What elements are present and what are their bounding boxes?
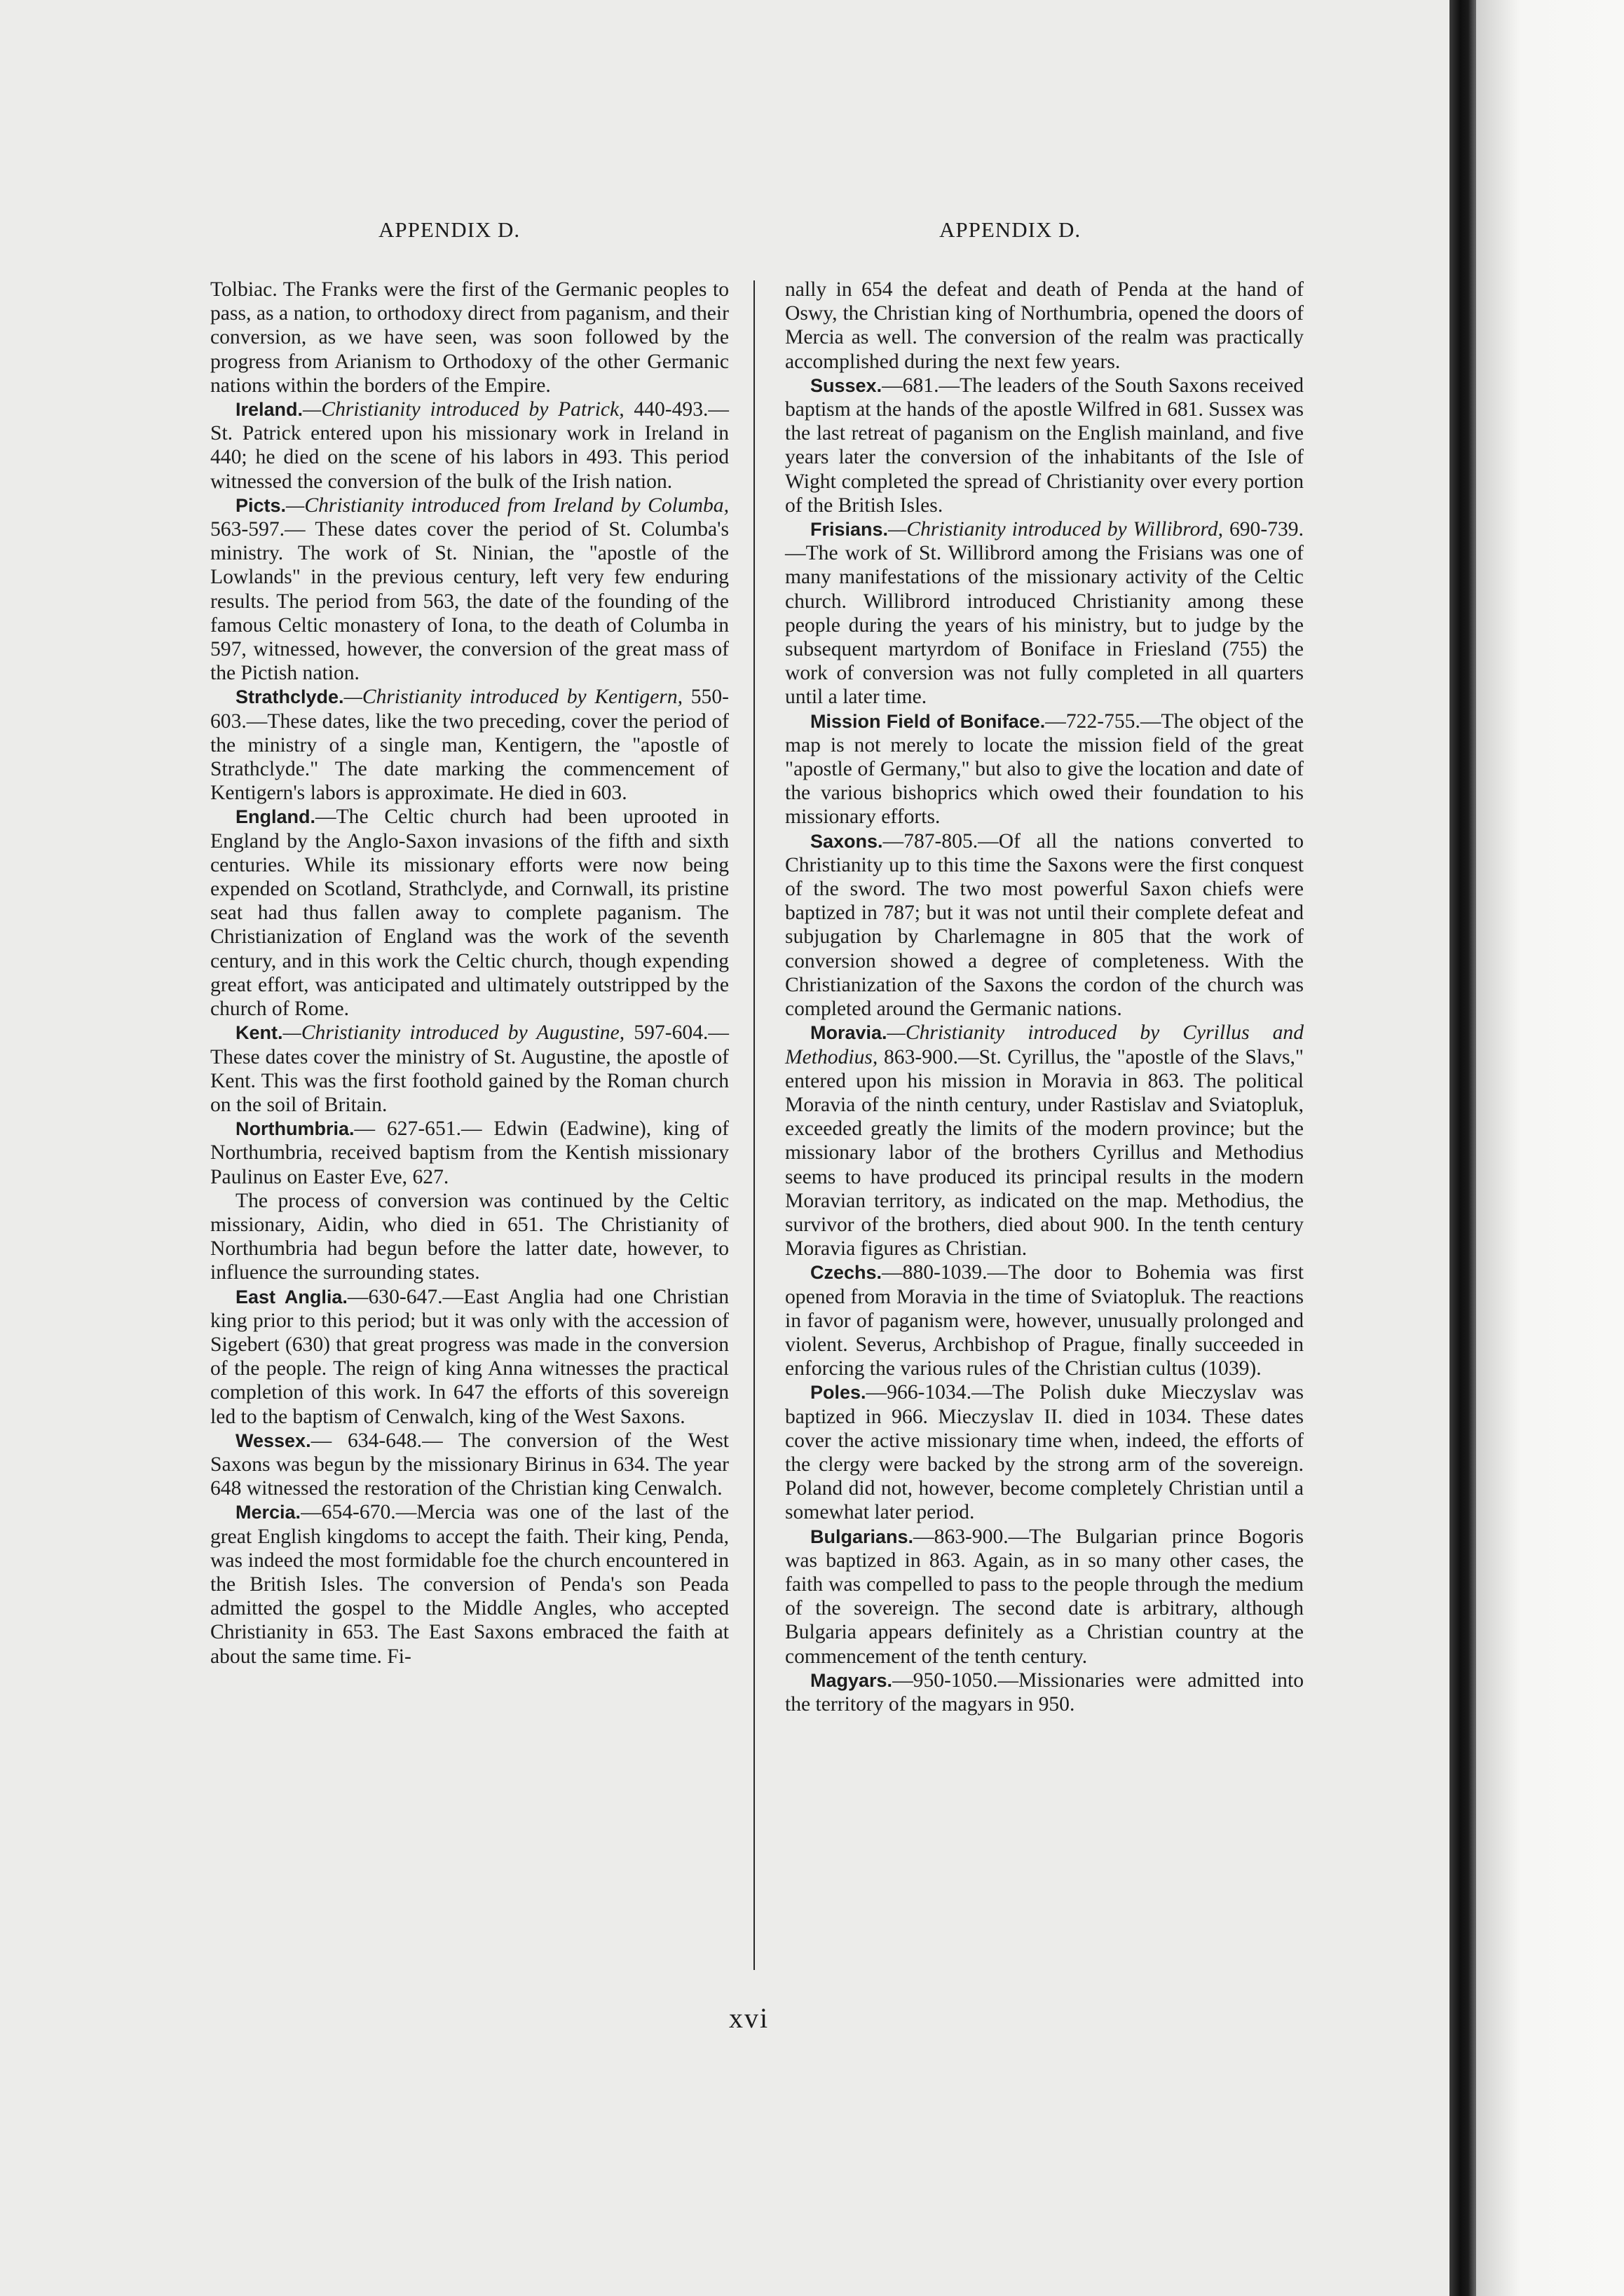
entry-paragraph: nally in 654 the defeat and death of Penda at the hand of Oswy, the Christian king of Northumbria, opened the doors of Mercia as well. The conversion of the realm was practically accomplished during the next few years. xyxy=(785,278,1304,373)
entry-title: Strathclyde. xyxy=(236,686,344,708)
entry-england: England.—The Celtic church had been uprooted in England by the Anglo-Saxon invasions of the fifth and sixth centuries. While its missionary efforts were now being expended on Scotland, Strathclyde, and Cornwall, its pristine seat had thus fallen away to complete paganism. The Christianization of England was the work of the seventh century, and in this work the Celtic church, though expending great effort, was anticipated and ultimately outstripped by the church of Rome. xyxy=(210,806,729,1021)
entry-magyars: Magyars.—950-1050.—Missionaries were admitted into the territory of the magyars in 950. xyxy=(785,1669,1304,1716)
entry-paragraph: The process of conversion was continued by the Celtic missionary, Aidin, who died in 651. The Christianity of Northumbria had begun before the latter date, however, to influence the surrounding states. xyxy=(210,1189,729,1284)
entry-title: East Anglia. xyxy=(236,1286,348,1307)
entry-title: Sussex. xyxy=(810,374,882,396)
entry-northumbria: Northumbria.— 627-651.— Edwin (Eadwine), king of Northumbria, received baptism from the Kentish missionary Paulinus on Easter Eve, 627. xyxy=(210,1118,729,1188)
entry-mission-field-of-boniface: Mission Field of Boniface.—722-755.—The object of the map is not merely to locate the mission field of the great "apostle of Germany," but also to give the location and date of the various bishoprics which owed their foundation to his missionary efforts. xyxy=(785,709,1304,829)
entry-title: Magyars. xyxy=(810,1669,893,1691)
entry-strathclyde: Strathclyde.—Christianity introduced by Kentigern, 550-603.—These dates, like the two preceding, cover the period of the ministry of a single man, Kentigern, the "apostle of Strathclyde." The date marking the commencement of Kentigern's labors is approximate. He died in 603. xyxy=(210,686,729,805)
entry-title: Moravia. xyxy=(810,1022,887,1044)
page-number: xvi xyxy=(729,2002,770,2034)
column-divider xyxy=(753,280,755,1970)
entry-title: Czechs. xyxy=(810,1262,882,1284)
entry-ireland: Ireland.—Christianity introduced by Patrick, 440-493.—St. Patrick entered upon his missionary work in Ireland in 440; he died on the scene of his labors in 493. This period witnessed the conversion of the bulk of the Irish nation. xyxy=(210,398,729,493)
entry-title: Mercia. xyxy=(236,1502,301,1523)
entry-bulgarians: Bulgarians.—863-900.—The Bulgarian prince Bogoris was baptized in 863. Again, as in so many other cases, the faith was compelled to pass to the people through the medium of the sovereign. The second date is arbitrary, although Bulgaria appears definitely as a Christian country at the commencement of the tenth century. xyxy=(785,1525,1304,1668)
entry-sussex: Sussex.—681.—The leaders of the South Saxons received baptism at the hands of the apostle Wilfred in 681. Sussex was the last retreat of paganism on the English mainland, and five years later the conversion of the inhabitants of the Isle of Wight completed the spread of Christianity over every portion of the British Isles. xyxy=(785,374,1304,517)
left-column xyxy=(210,278,729,1669)
running-header-right: APPENDIX D. xyxy=(939,217,1081,242)
page-edge xyxy=(1476,0,1624,2296)
entry-title: Frisians. xyxy=(810,519,889,541)
entry-frisians: Frisians.—Christianity introduced by Willibrord, 690-739.—The work of St. Willibrord among the Frisians was one of many manifestations of the missionary activity of the Celtic church. Willibrord introduced Christianity among these people during the years of his ministry, but to judge by the subsequent martyrdom of Boniface in Friesland (755) the work of conversion was not fully completed in all quarters until a later time. xyxy=(785,518,1304,709)
entry-title: Northumbria. xyxy=(236,1118,355,1140)
entry-czechs: Czechs.—880-1039.—The door to Bohemia was first opened from Moravia in the time of Sviatopluk. The reactions in favor of paganism were, however, unusually prolonged and violent. Severus, Archbishop of Prague, finally succeeded in enforcing the various rules of the Christian cultus (1039). xyxy=(785,1261,1304,1380)
entry-title: Wessex. xyxy=(236,1429,311,1451)
entry-poles: Poles.—966-1034.—The Polish duke Mieczyslav was baptized in 966. Mieczyslav II. died in 1034. These dates cover the active missionary time when, indeed, the efforts of the clergy were backed by the strong arm of the sovereign. Poland did not, however, become completely Christian until a somewhat later period. xyxy=(785,1381,1304,1524)
entry-title: Ireland. xyxy=(236,399,303,421)
right-column xyxy=(785,278,1304,1716)
entry-picts: Picts.—Christianity introduced from Ireland by Columba, 563-597.— These dates cover the period of St. Columba's ministry. The work of St. Ninian, the "apostle of the Lowlands" in the previous century, left very few enduring results. The period from 563, the date of the founding of the famous Celtic monastery of Iona, to the death of Columba in 597, witnessed, however, the conversion of the great mass of the Pictish nation. xyxy=(210,494,729,685)
entry-title: Kent. xyxy=(236,1022,283,1044)
entry-wessex: Wessex.— 634-648.— The conversion of the West Saxons was begun by the missionary Birinus in 634. The year 648 witnessed the restoration of the Christian king Cenwalch. xyxy=(210,1429,729,1500)
entry-kent: Kent.—Christianity introduced by Augustine, 597-604.—These dates cover the ministry of St. Augustine, the apostle of Kent. This was the first foothold gained by the Roman church on the soil of Britain. xyxy=(210,1021,729,1116)
entry-east-anglia: East Anglia.—630-647.—East Anglia had one Christian king prior to this period; but it was only with the accession of Sigebert (630) that great progress was made in the conversion of the people. The reign of king Anna witnesses the practical completion of this work. In 647 the efforts of this sovereign led to the baptism of Cenwalch, king of the West Saxons. xyxy=(210,1285,729,1428)
entry-title: Picts. xyxy=(236,494,287,516)
entry-title: Mission Field of Boniface. xyxy=(810,710,1046,732)
entry-title: Saxons. xyxy=(810,830,883,852)
entry-title: England. xyxy=(236,806,315,828)
entry-title: Bulgarians. xyxy=(810,1526,914,1547)
entry-moravia: Moravia.—Christianity introduced by Cyrillus and Methodius, 863-900.—St. Cyrillus, the "apostle of the Slavs," entered upon his mission in Moravia in 863. The political Moravia of the ninth century, under Rastislav and Sviatopluk, exceeded greatly the limits of the modern province; but the missionary labor of the brothers Cyrillus and Methodius seems to have produced its principal results in the modern Moravian territory, as indicated on the map. Methodius, the survivor of the brothers, died about 900. In the tenth century Moravia figures as Christian. xyxy=(785,1021,1304,1261)
entry-saxons: Saxons.—787-805.—Of all the nations converted to Christianity up to this time the Saxons were the first conquest of the sword. The two most powerful Saxon chiefs were baptized in 787; but it was not until their complete defeat and subjugation by Charlemagne in 805 that the work of conversion showed a degree of completeness. With the Christianization of the Saxons the cordon of the church was completed around the Germanic nations. xyxy=(785,829,1304,1021)
book-spine xyxy=(1449,0,1476,2296)
entry-mercia: Mercia.—654-670.—Mercia was one of the last of the great English kingdoms to accept the faith. Their king, Penda, was indeed the most formidable foe the church encountered in the British Isles. The conversion of Penda's son Peada admitted the gospel to the Middle Angles, who accepted Christianity in 653. The East Saxons embraced the faith at about the same time. Fi- xyxy=(210,1501,729,1668)
entry-title: Poles. xyxy=(810,1382,866,1404)
running-header-left: APPENDIX D. xyxy=(378,217,521,242)
entry-paragraph: Tolbiac. The Franks were the first of the Germanic peoples to pass, as a nation, to orthodoxy direct from paganism, and their conversion, as we have seen, was soon followed by the progress from Arianism to Orthodoxy of the other Germanic nations within the borders of the Empire. xyxy=(210,278,729,397)
